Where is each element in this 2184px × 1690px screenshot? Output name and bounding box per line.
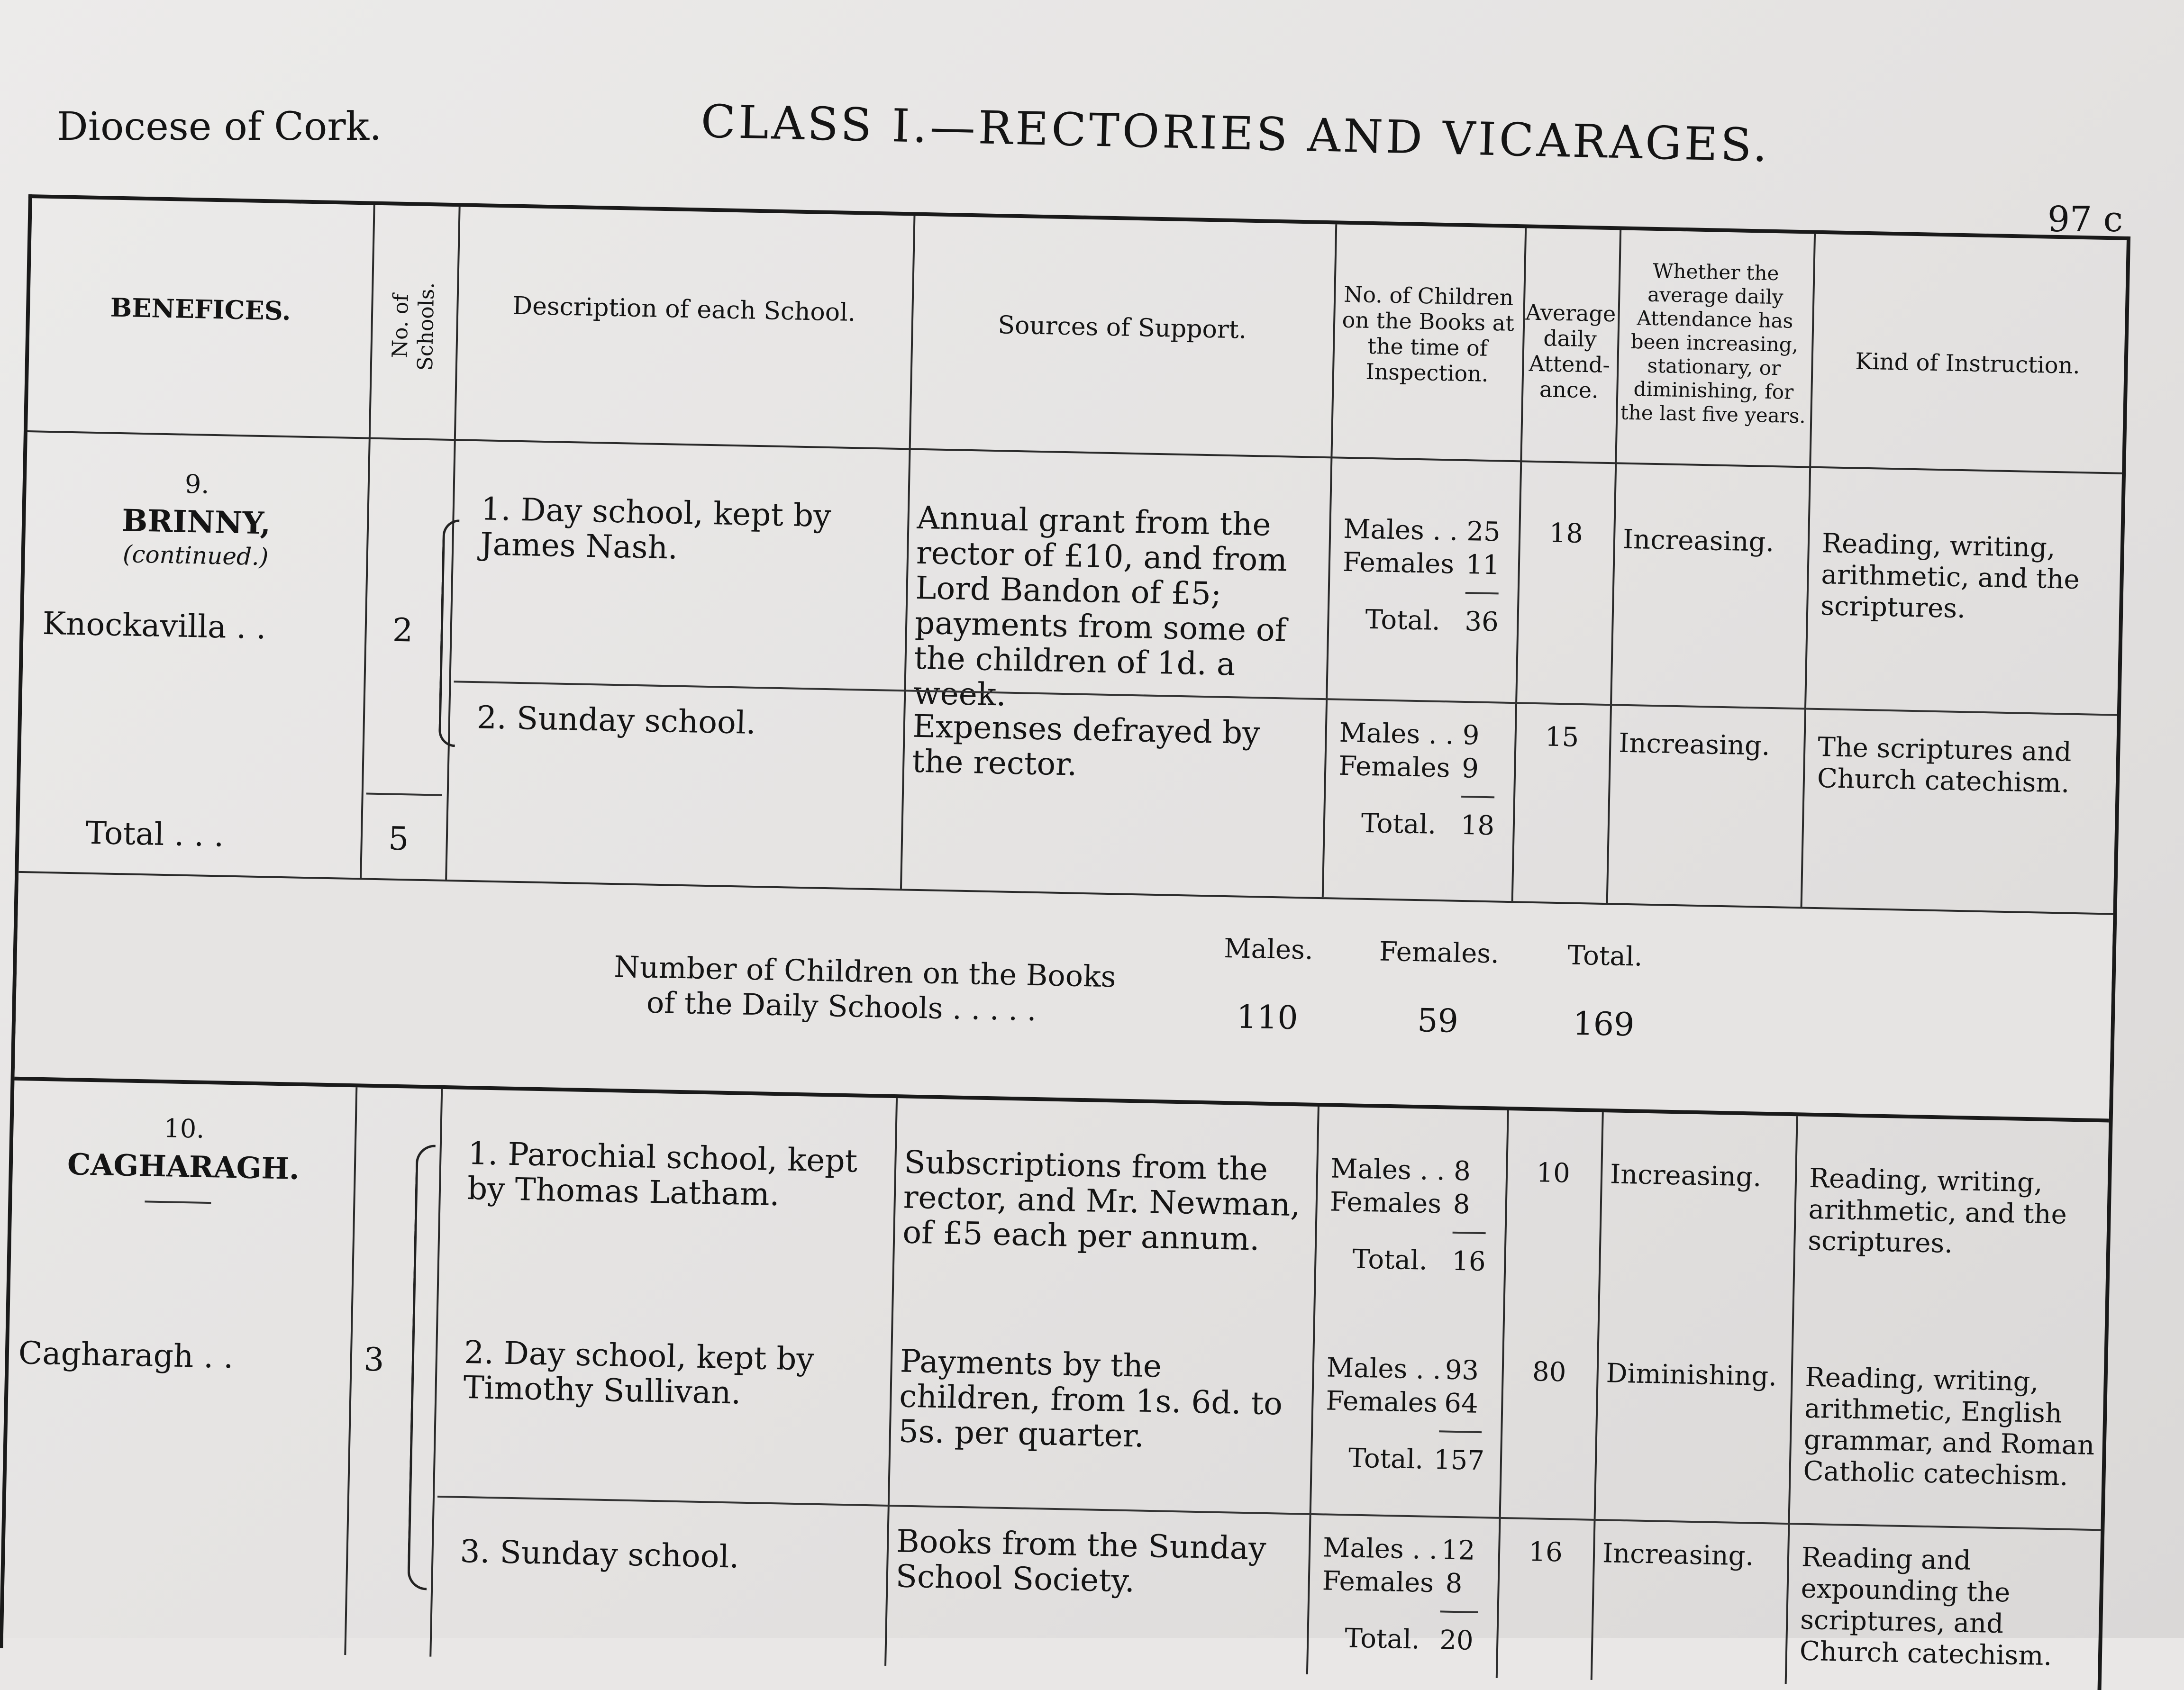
instruction-kind: Reading, writing, arithmetic, English grammar, and Roman Catholic catechism.	[1803, 1362, 2095, 1492]
school-count: 2	[392, 611, 414, 650]
summary-label-line2: of the Daily Schools . . . . .	[646, 985, 1037, 1028]
males-count: 9	[1462, 719, 1480, 751]
instruction-kind: Reading, writing, arithmetic, and the scriptures.	[1820, 528, 2080, 625]
total-label: Total.	[1352, 1244, 1428, 1276]
instruction-kind: Reading and expounding the scriptures, and Church catechism.	[1799, 1542, 2052, 1672]
schools-table	[0, 194, 2130, 1690]
benefice-name: BRINNY,	[121, 503, 271, 542]
females-label: Females	[1342, 546, 1455, 580]
summary-label-line1: Number of Children on the Books	[613, 949, 1117, 994]
males-label: Males . .	[1330, 1153, 1446, 1187]
attendance-trend: Increasing.	[1618, 727, 1771, 762]
name-rule	[145, 1200, 211, 1204]
sum-rule	[1465, 592, 1499, 594]
col-header-description: Description of each School.	[512, 291, 856, 327]
sum-rule	[1439, 1430, 1482, 1433]
col-header-benefices: BENEFICES.	[110, 292, 291, 327]
males-count: 93	[1445, 1354, 1479, 1386]
instruction-kind: The scriptures and Church catechism.	[1817, 732, 2072, 799]
summary-label	[613, 949, 1183, 1031]
average-attendance: 10	[1536, 1157, 1571, 1189]
total-count: 18	[1460, 809, 1495, 842]
school-count: 3	[363, 1341, 385, 1379]
males-count: 25	[1466, 516, 1501, 548]
page-title: CLASS I.—RECTORIES AND VICARAGES.	[700, 95, 1771, 173]
summary-females: 59	[1352, 1002, 1523, 1040]
sum-rule	[1440, 1610, 1478, 1613]
total-count: 20	[1439, 1625, 1474, 1656]
total-count: 16	[1451, 1245, 1486, 1278]
males-label: Males . .	[1322, 1532, 1438, 1566]
summary-males-header: Males.	[1183, 932, 1354, 967]
grouping-brace	[407, 1145, 436, 1590]
males-label: Males . .	[1339, 717, 1455, 751]
average-attendance: 80	[1532, 1356, 1567, 1388]
average-attendance: 16	[1528, 1536, 1563, 1568]
attendance-trend: Increasing.	[1622, 524, 1774, 558]
school-description: 1. Parochial school, kept by Thomas Latham.	[467, 1135, 858, 1213]
col-header-average: Average daily Attend-ance.	[1525, 299, 1616, 403]
attendance-trend: Diminishing.	[1606, 1358, 1777, 1392]
total-label: Total.	[1365, 604, 1441, 636]
males-count: 8	[1453, 1155, 1471, 1187]
school-description: 2. Sunday school.	[476, 699, 756, 742]
row-rule	[437, 1496, 2101, 1531]
females-label: Females	[1338, 750, 1451, 784]
females-count: 64	[1444, 1388, 1479, 1419]
page-number: 97 c	[2048, 199, 2123, 240]
col-header-no-schools: No. of Schools.	[388, 282, 439, 371]
summary-total-header: Total.	[1524, 939, 1686, 974]
school-support: Payments by the children, from 1s. 6d. to 5s. per quarter.	[898, 1343, 1283, 1454]
col-header-instruction: Kind of Instruction.	[1855, 348, 2081, 379]
females-label: Females	[1329, 1186, 1442, 1220]
school-support: Books from the Sunday School Society.	[895, 1523, 1267, 1599]
parish-name: Knockavilla . .	[42, 605, 267, 646]
sum-rule	[1461, 796, 1494, 798]
females-count: 8	[1453, 1189, 1471, 1220]
col-header-sources: Sources of Support.	[997, 311, 1247, 345]
total-count: 157	[1433, 1445, 1485, 1477]
benefice-number: 9.	[184, 469, 210, 500]
attendance-trend: Increasing.	[1602, 1538, 1754, 1572]
school-description: 3. Sunday school.	[459, 1533, 740, 1575]
grouping-brace	[438, 519, 460, 747]
school-description: 1. Day school, kept by James Nash.	[480, 491, 832, 566]
school-support: Annual grant from the rector of £10, and from Lord Bandon of £5; payments from some of the children of 1d. a week.	[913, 499, 1288, 713]
diocese-heading: Diocese of Cork.	[57, 104, 382, 149]
total-label: Total.	[1348, 1443, 1424, 1475]
males-count: 12	[1441, 1535, 1476, 1566]
total-label: Total.	[1344, 1623, 1420, 1655]
col-header-whether: Whether the average daily Attendance has been increasing, stationary, or diminishing, for the last five years.	[1620, 259, 1806, 428]
summary-females-header: Females.	[1354, 936, 1525, 970]
benefice-number: 10.	[163, 1113, 205, 1144]
school-support: Expenses defrayed by the rector.	[911, 708, 1261, 783]
females-label: Females	[1325, 1385, 1438, 1419]
average-attendance: 15	[1545, 721, 1579, 753]
continued-note: (continued.)	[122, 540, 269, 571]
benefice-name: CAGHARAGH.	[67, 1147, 300, 1186]
sum-rule	[1453, 1232, 1486, 1234]
females-count: 9	[1461, 753, 1479, 784]
school-support: Subscriptions from the rector, and Mr. Newman, of £5 each per annum.	[902, 1144, 1301, 1258]
summary-total: 169	[1523, 1006, 1684, 1044]
attendance-trend: Increasing.	[1610, 1159, 1762, 1193]
total-label: Total.	[1361, 808, 1437, 840]
females-label: Females	[1322, 1565, 1434, 1599]
total-count: 36	[1464, 606, 1499, 638]
instruction-kind: Reading, writing, arithmetic, and the scriptures.	[1807, 1163, 2067, 1259]
col-header-children: No. of Children on the Books at the time of Inspection.	[1342, 281, 1515, 387]
males-label: Males . .	[1326, 1352, 1442, 1386]
females-count: 8	[1445, 1568, 1463, 1599]
total-label: Total . . .	[85, 814, 225, 854]
header-rule	[27, 430, 2122, 474]
total-count: 5	[388, 820, 410, 858]
school-description: 2. Day school, kept by Timothy Sullivan.	[463, 1334, 815, 1411]
females-count: 11	[1465, 549, 1500, 581]
sum-rule	[366, 793, 442, 796]
average-attendance: 18	[1549, 518, 1583, 549]
summary-males: 110	[1182, 999, 1353, 1037]
males-label: Males . .	[1343, 513, 1458, 547]
parish-name: Cagharagh . .	[18, 1335, 234, 1376]
